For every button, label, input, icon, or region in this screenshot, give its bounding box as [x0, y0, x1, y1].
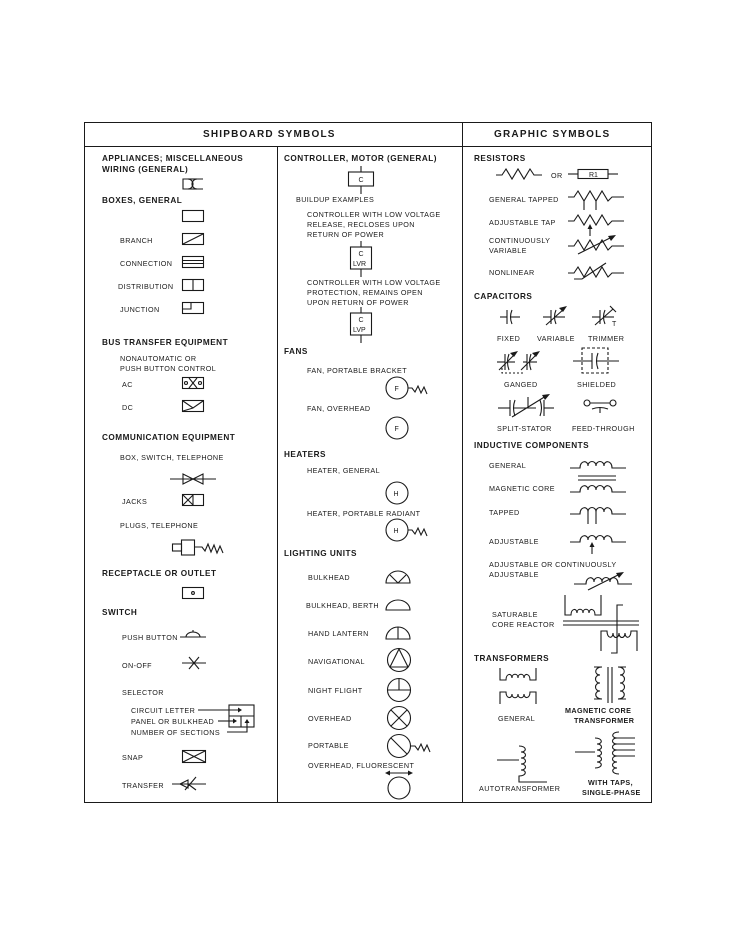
inductor-continuously-adjustable-icon — [574, 571, 634, 591]
trimmer-label: TRIMMER — [588, 334, 625, 343]
overhead-label: OVERHEAD — [308, 714, 352, 723]
communication-heading: COMMUNICATION EQUIPMENT — [102, 433, 236, 442]
capacitor-shielded-icon — [573, 347, 619, 377]
bus-transfer-ac-icon — [182, 377, 204, 389]
adjustable-continuously-label-2: ADJUSTABLE — [489, 570, 539, 579]
adjustable-continuously-label: ADJUSTABLE OR CONTINUOUSLY — [489, 560, 617, 569]
overhead-fluorescent-label: OVERHEAD, FLUORESCENT — [308, 761, 415, 770]
continuously-variable-label: CONTINUOUSLY — [489, 236, 551, 245]
general-tapped-label: GENERAL TAPPED — [489, 195, 559, 204]
fans-heading: FANS — [284, 347, 308, 356]
bulkhead-light-icon — [385, 570, 411, 584]
selector-switch-diagram-icon — [198, 704, 256, 736]
lvr-desc-1: CONTROLLER WITH LOW VOLTAGE — [307, 210, 441, 219]
appliances-heading-2: WIRING (GENERAL) — [102, 165, 189, 174]
autotransformer-label: AUTOTRANSFORMER — [479, 784, 561, 793]
variable-label: VARIABLE — [537, 334, 575, 343]
branch-label: BRANCH — [120, 236, 153, 245]
magnetic-core-transformer-label: MAGNETIC CORE — [565, 706, 632, 715]
svg-text:C: C — [358, 251, 364, 258]
distribution-label: DISTRIBUTION — [118, 282, 174, 291]
on-off-switch-icon — [182, 656, 206, 670]
push-button-icon — [180, 630, 206, 640]
bus-transfer-dc-icon — [182, 400, 204, 412]
box-switch-telephone-label: BOX, SWITCH, TELEPHONE — [120, 453, 224, 462]
inductor-tapped-icon — [570, 504, 626, 524]
heater-portable-radiant-icon — [385, 518, 430, 544]
hand-lantern-icon — [385, 626, 411, 640]
svg-text:C: C — [358, 177, 364, 184]
resistor-box-icon — [568, 169, 618, 179]
motor-controller-icon — [348, 166, 374, 194]
overhead-light-icon — [387, 706, 413, 732]
jacks-label: JACKS — [122, 497, 148, 506]
core-reactor-label: CORE REACTOR — [492, 620, 555, 629]
box-general-icon — [182, 210, 204, 222]
bulkhead-berth-label: BULKHEAD, BERTH — [306, 601, 379, 610]
receptacle-icon — [182, 587, 204, 599]
junction-box-icon — [182, 302, 204, 314]
lvr-desc-3: RETURN OF POWER — [307, 230, 385, 239]
svg-text:F: F — [394, 426, 399, 433]
capacitor-feed-through-icon — [583, 398, 617, 414]
controller-heading: CONTROLLER, MOTOR (GENERAL) — [284, 154, 437, 163]
navigational-light-icon — [387, 648, 413, 674]
or-label: OR — [551, 171, 563, 180]
feed-through-label: FEED-THROUGH — [572, 424, 635, 433]
svg-text:H: H — [393, 528, 399, 535]
overhead-fluorescent-icon — [385, 770, 413, 800]
autotransformer-icon — [497, 744, 553, 784]
resistor-zigzag-icon — [496, 168, 542, 180]
svg-text:C: C — [358, 317, 364, 324]
buildup-examples-label: BUILDUP EXAMPLES — [296, 195, 375, 204]
capacitor-ganged-icon — [497, 348, 547, 376]
hand-lantern-label: HAND LANTERN — [308, 629, 369, 638]
inductor-adjustable-icon — [570, 532, 626, 554]
svg-text:H: H — [393, 491, 399, 498]
heater-general-icon — [385, 481, 411, 507]
graphic-symbols-title: GRAPHIC SYMBOLS — [494, 129, 611, 140]
lvp-desc-3: UPON RETURN OF POWER — [307, 298, 409, 307]
lvr-desc-2: RELEASE, RECLOSES UPON — [307, 220, 415, 229]
resistor-nonlinear-icon — [568, 261, 624, 281]
shielded-label: SHIELDED — [577, 380, 617, 389]
with-taps-label-2: SINGLE-PHASE — [582, 788, 641, 797]
bulkhead-berth-light-icon — [385, 599, 411, 611]
ganged-label: GANGED — [504, 380, 538, 389]
inductive-heading: INDUCTIVE COMPONENTS — [474, 441, 590, 450]
ac-label: AC — [122, 380, 133, 389]
capacitor-variable-icon — [543, 306, 569, 326]
transfer-switch-icon — [172, 776, 206, 792]
snap-switch-icon — [182, 750, 206, 763]
fan-overhead-icon — [385, 416, 411, 442]
split-stator-label: SPLIT-STATOR — [497, 424, 552, 433]
shipboard-symbols-title: SHIPBOARD SYMBOLS — [203, 129, 336, 140]
capacitors-heading: CAPACITORS — [474, 292, 533, 301]
resistor-general-tapped-icon — [568, 190, 624, 210]
capacitor-trimmer-icon — [592, 306, 620, 326]
branch-box-icon — [182, 233, 204, 245]
connection-box-icon — [182, 256, 204, 268]
svg-text:LVR: LVR — [353, 261, 367, 268]
portable-light-icon — [387, 734, 433, 760]
lighting-heading: LIGHTING UNITS — [284, 549, 357, 558]
bus-transfer-heading: BUS TRANSFER EQUIPMENT — [102, 338, 229, 347]
nonautomatic-label: NONAUTOMATIC OR — [120, 354, 197, 363]
resistors-heading: RESISTORS — [474, 154, 526, 163]
controller-lvp-icon — [350, 307, 372, 343]
fan-portable-bracket-icon — [385, 376, 430, 402]
junction-label: JUNCTION — [120, 305, 160, 314]
heaters-heading: HEATERS — [284, 450, 327, 459]
magnetic-core-label: MAGNETIC CORE — [489, 484, 555, 493]
appliance-wiring-icon — [182, 178, 204, 190]
number-sections-label: NUMBER OF SECTIONS — [131, 728, 221, 737]
telephone-plug-icon — [172, 539, 232, 557]
snap-label: SNAP — [122, 753, 144, 762]
continuously-variable-label-2: VARIABLE — [489, 246, 527, 255]
transformers-heading: TRANSFORMERS — [474, 654, 550, 663]
adjustable-tap-label: ADJUSTABLE TAP — [489, 218, 556, 227]
resistor-continuously-variable-icon — [568, 234, 624, 254]
magnetic-core-transformer-icon — [592, 665, 638, 705]
connection-label: CONNECTION — [120, 259, 173, 268]
distribution-box-icon — [182, 279, 204, 291]
nonlinear-label: NONLINEAR — [489, 268, 535, 277]
selector-label: SELECTOR — [122, 688, 164, 697]
receptacle-heading: RECEPTACLE OR OUTLET — [102, 569, 217, 578]
navigational-label: NAVIGATIONAL — [308, 657, 365, 666]
night-flight-label: NIGHT FLIGHT — [308, 686, 363, 695]
transfer-label: TRANSFER — [122, 781, 164, 790]
capacitor-split-stator-icon — [498, 393, 554, 419]
dc-label: DC — [122, 403, 134, 412]
jacks-icon — [182, 494, 204, 506]
resistor-adjustable-tap-icon — [568, 214, 624, 236]
header-divider — [84, 146, 652, 147]
lvp-desc-2: PROTECTION, REMAINS OPEN — [307, 288, 423, 297]
lvp-desc-1: CONTROLLER WITH LOW VOLTAGE — [307, 278, 441, 287]
night-flight-light-icon — [387, 678, 413, 704]
saturable-label: SATURABLE — [492, 610, 538, 619]
nonautomatic-label-2: PUSH BUTTON CONTROL — [120, 364, 217, 373]
heater-general-label: HEATER, GENERAL — [307, 466, 380, 475]
inductor-tapped-label: TAPPED — [489, 508, 520, 517]
circuit-letter-label: CIRCUIT LETTER — [131, 706, 196, 715]
transformer-general-label: GENERAL — [498, 714, 536, 723]
plugs-telephone-label: PLUGS, TELEPHONE — [120, 521, 199, 530]
push-button-label: PUSH BUTTON — [122, 633, 178, 642]
saturable-core-reactor-icon — [563, 595, 643, 655]
transformer-general-icon — [498, 666, 538, 706]
appliances-heading: APPLIANCES; MISCELLANEOUS — [102, 154, 244, 163]
boxes-general-heading: BOXES, GENERAL — [102, 196, 183, 205]
fixed-label: FIXED — [497, 334, 521, 343]
svg-text:R1: R1 — [589, 172, 598, 179]
capacitor-fixed-icon — [500, 309, 520, 325]
column-divider-2 — [462, 122, 463, 803]
inductor-general-icon — [570, 458, 626, 470]
panel-bulkhead-label: PANEL OR BULKHEAD — [131, 717, 215, 726]
svg-text:F: F — [394, 386, 399, 393]
with-taps-label: WITH TAPS, — [588, 778, 633, 787]
portable-label: PORTABLE — [308, 741, 349, 750]
fan-portable-bracket-label: FAN, PORTABLE BRACKET — [307, 366, 407, 375]
inductor-general-label: GENERAL — [489, 461, 527, 470]
heater-portable-label: HEATER, PORTABLE RADIANT — [307, 509, 421, 518]
on-off-label: ON-OFF — [122, 661, 152, 670]
fan-overhead-label: FAN, OVERHEAD — [307, 404, 371, 413]
inductor-magnetic-core-icon — [570, 474, 626, 496]
switch-heading: SWITCH — [102, 608, 138, 617]
inductor-adjustable-label: ADJUSTABLE — [489, 537, 539, 546]
controller-lvr-icon — [350, 241, 372, 277]
bulkhead-label: BULKHEAD — [308, 573, 350, 582]
magnetic-core-transformer-label-2: TRANSFORMER — [574, 716, 635, 725]
transformer-with-taps-icon — [575, 730, 641, 780]
svg-text:T: T — [612, 321, 617, 328]
svg-text:LVP: LVP — [353, 327, 366, 334]
column-divider-1 — [277, 146, 278, 803]
telephone-switch-box-icon — [170, 473, 216, 485]
